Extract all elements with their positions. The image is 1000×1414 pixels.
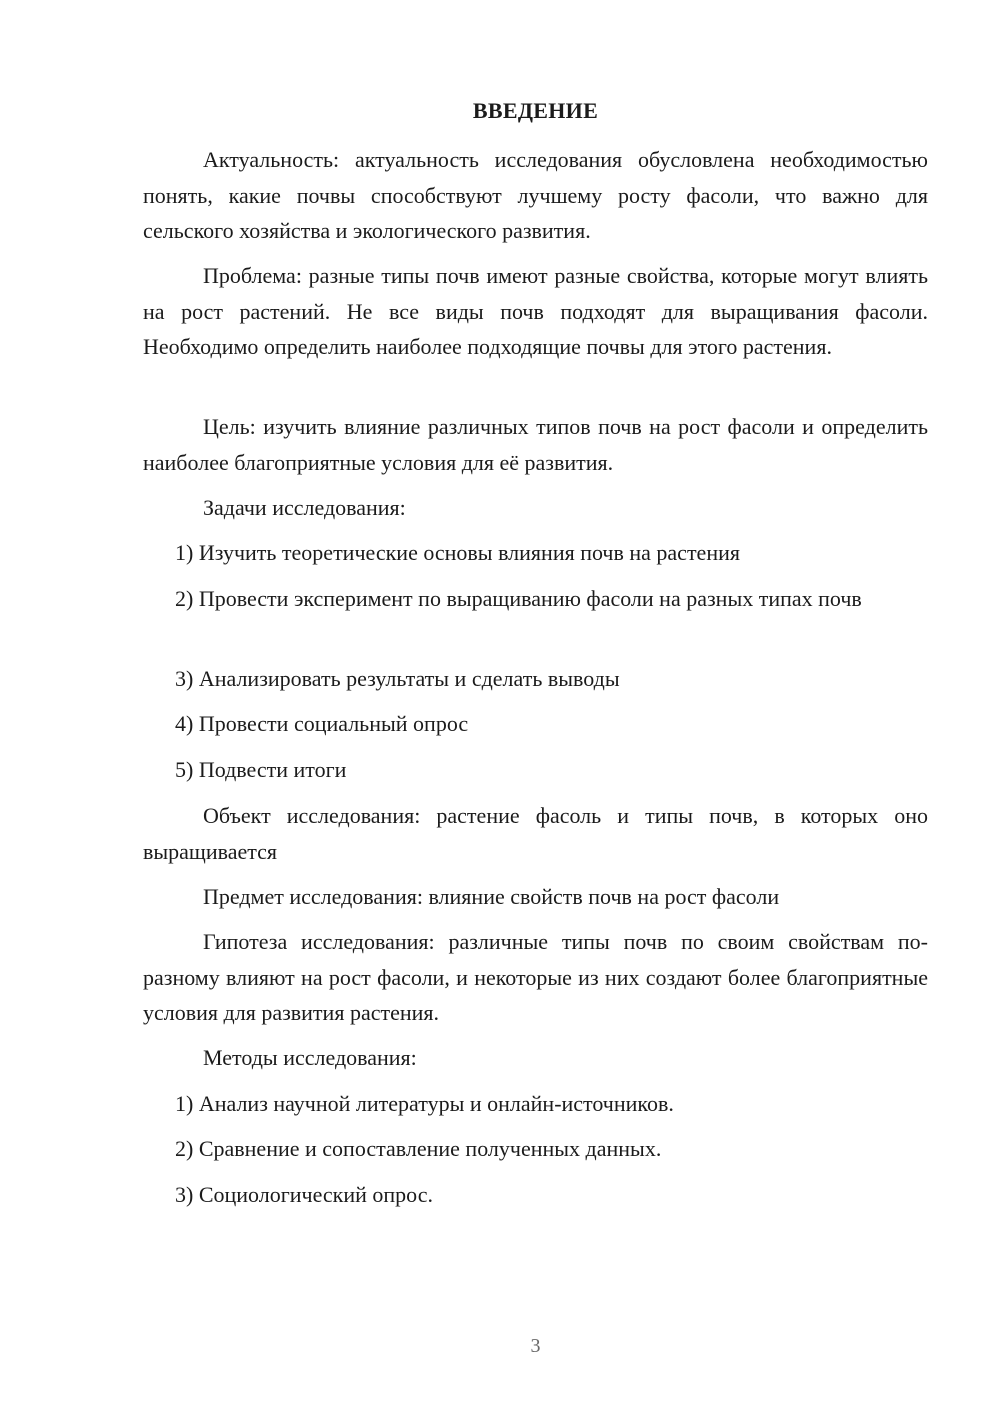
task-item-1: 1) Изучить теоретические основы влияния почв на растения bbox=[175, 540, 740, 565]
document-page bbox=[143, 0, 928, 1414]
paragraph-problem: Проблема: разные типы почв имеют разные свойства, которые могут влиять на рост растений. Не все виды почв подходят для выращивания фасоли. Необходимо определить наиболее подходящие почвы для этого растения. bbox=[143, 263, 928, 359]
task-item-5: 5) Подвести итоги bbox=[175, 757, 347, 782]
page-number: 3 bbox=[530, 1335, 541, 1357]
paragraph-hypothesis: Гипотеза исследования: различные типы почв по своим свойствам по-разному влияют на рост фасоли, и некоторые из них создают более благоприятные условия для развития растения. bbox=[143, 929, 928, 1025]
method-item-2: 2) Сравнение и сопоставление полученных данных. bbox=[175, 1136, 662, 1161]
paragraph-object: Объект исследования: растение фасоль и типы почв, в которых оно выращивается bbox=[143, 803, 928, 864]
methods-heading: Методы исследования: bbox=[203, 1045, 417, 1070]
task-item-4: 4) Провести социальный опрос bbox=[175, 711, 469, 736]
task-item-3: 3) Анализировать результаты и сделать выводы bbox=[175, 666, 620, 691]
tasks-heading: Задачи исследования: bbox=[203, 495, 406, 520]
paragraph-relevance: Актуальность: актуальность исследования обусловлена необходимостью понять, какие почвы способствуют лучшему росту фасоли, что важно для сельского хозяйства и экологического развития. bbox=[143, 147, 928, 243]
method-item-1: 1) Анализ научной литературы и онлайн-источников. bbox=[175, 1091, 674, 1116]
paragraph-subject: Предмет исследования: влияние свойств почв на рост фасоли bbox=[203, 884, 780, 909]
task-item-2: 2) Провести эксперимент по выращиванию фасоли на разных типах почв bbox=[175, 586, 862, 611]
method-item-3: 3) Социологический опрос. bbox=[175, 1182, 433, 1207]
paragraph-goal: Цель: изучить влияние различных типов почв на рост фасоли и определить наиболее благоприятные условия для её развития. bbox=[143, 414, 928, 475]
page-title: ВВЕДЕНИЕ bbox=[472, 98, 599, 123]
